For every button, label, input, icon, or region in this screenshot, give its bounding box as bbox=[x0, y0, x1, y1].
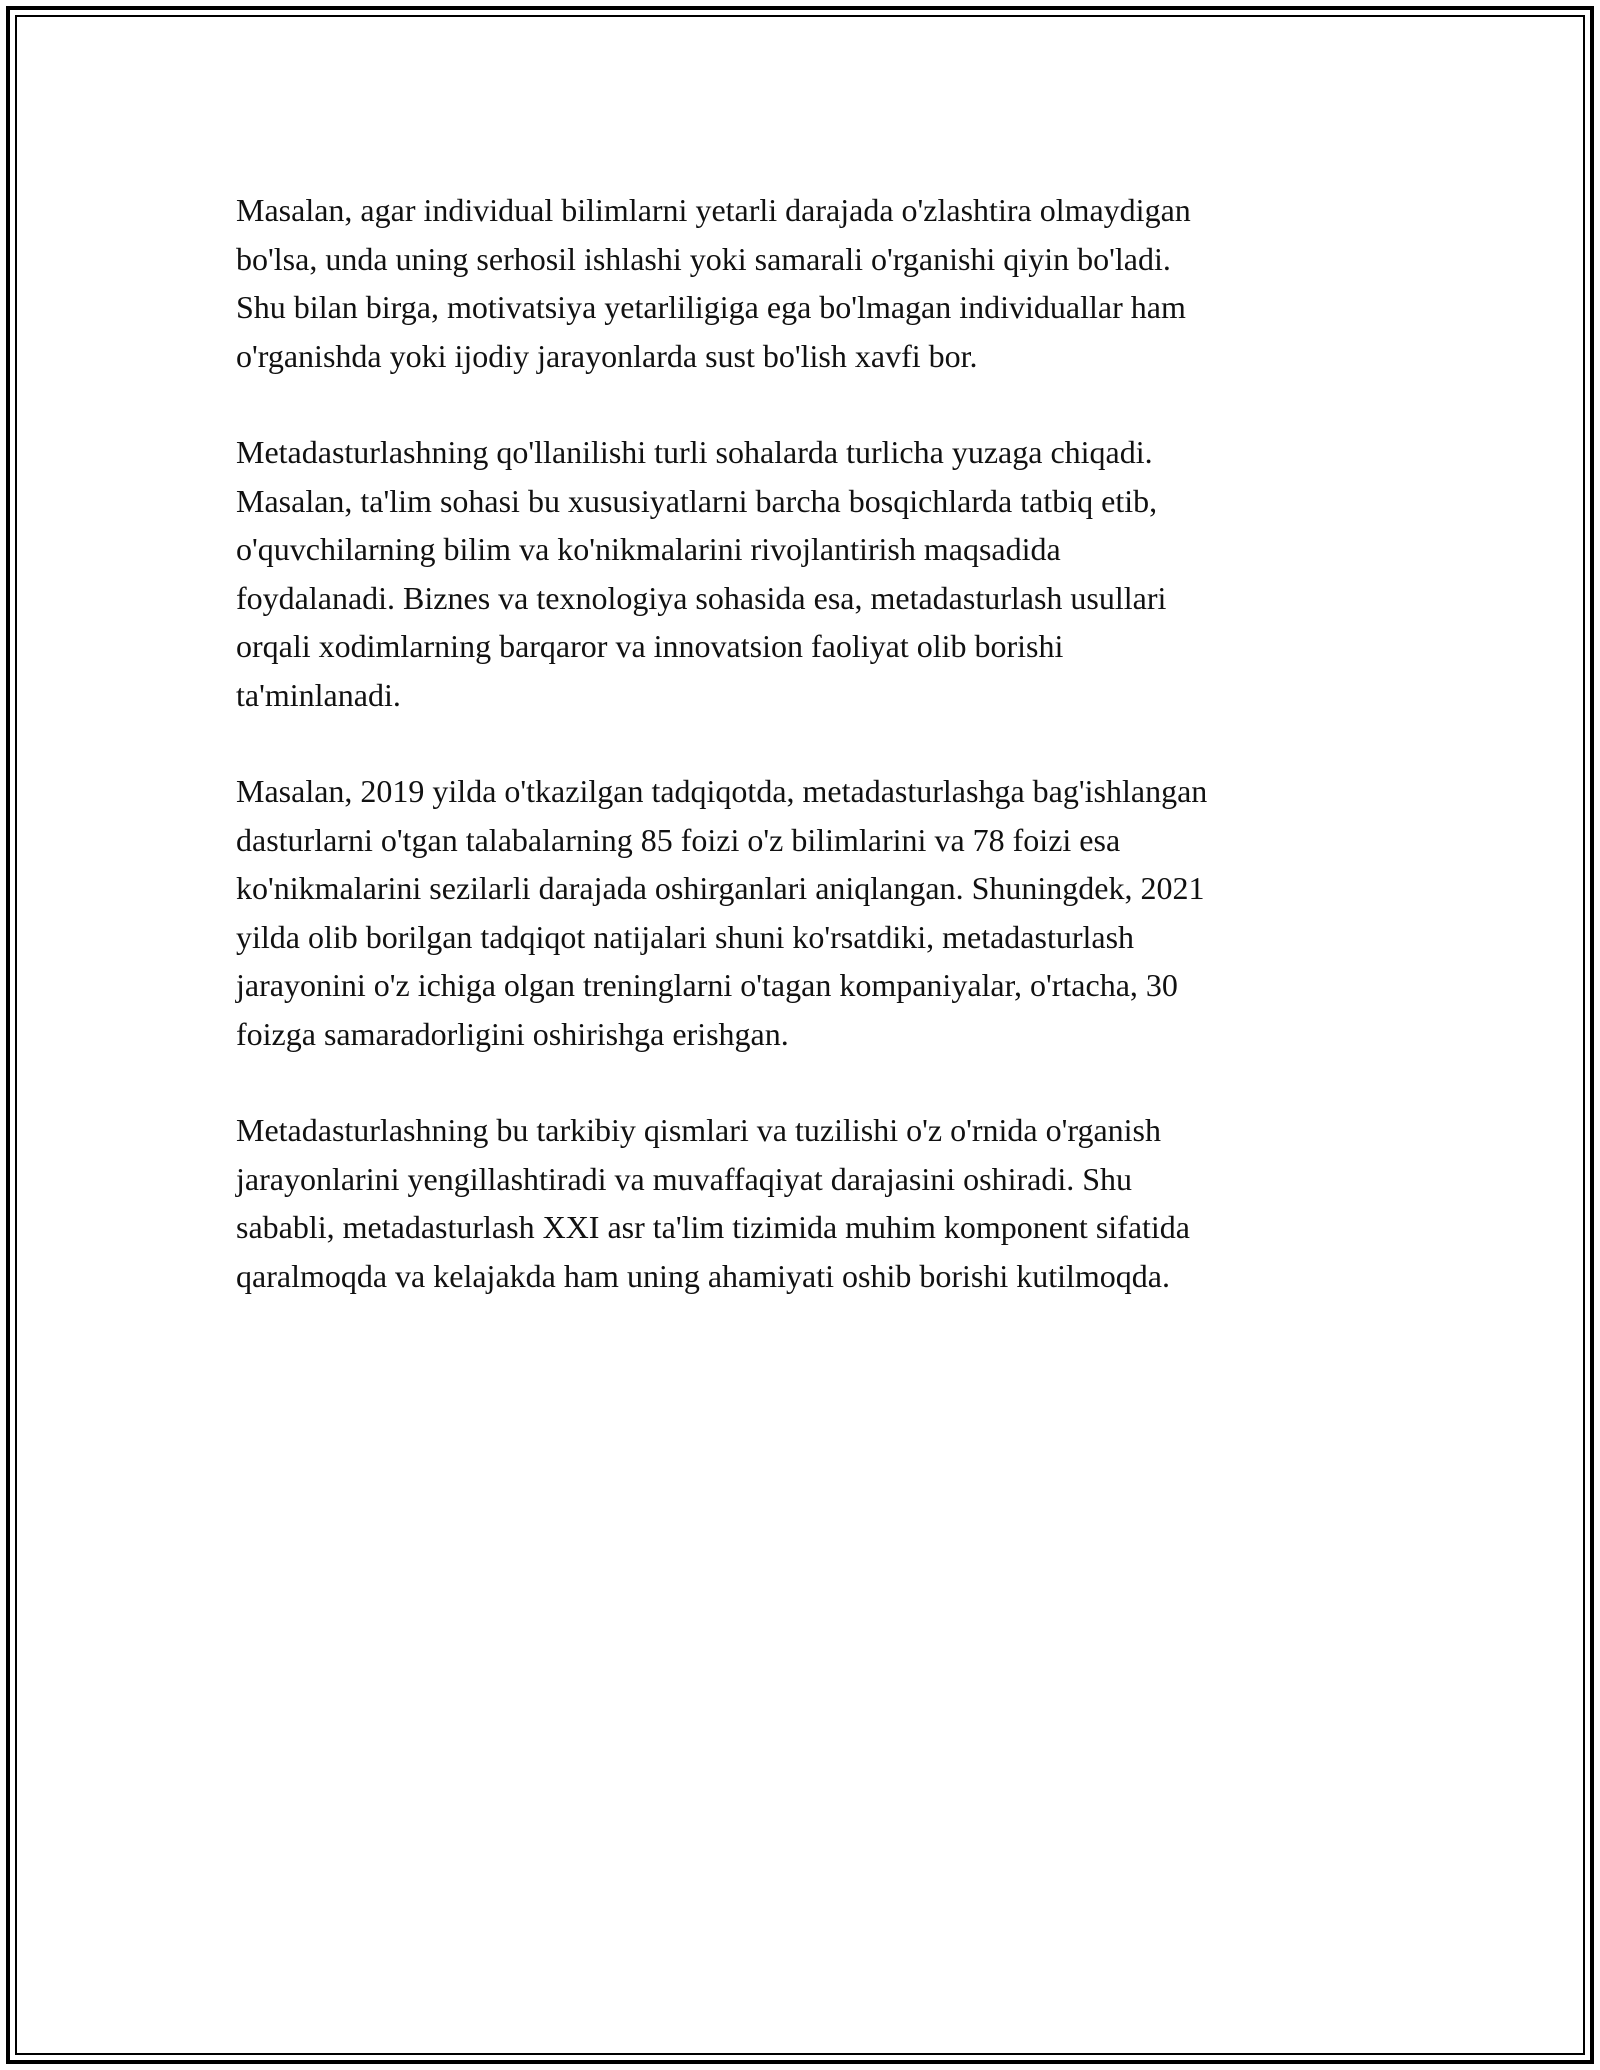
text-line: qaralmoqda va kelajakda ham uning ahamiyati oshib borishi kutilmoqda. bbox=[236, 1257, 1170, 1294]
document-body bbox=[236, 186, 1396, 1348]
text-line: orqali xodimlarning barqaror va innovatsion faoliyat olib borishi bbox=[236, 628, 1064, 664]
text-line: ta'minlanadi. bbox=[236, 676, 401, 713]
text-line: Masalan, ta'lim sohasi bu xususiyatlarni barcha bosqichlarda tatbiq etib, bbox=[236, 482, 1158, 519]
text-line: ko'nikmalarini sezilarli darajada oshirganlari aniqlangan. Shuningdek, 2021 bbox=[236, 870, 1205, 906]
paragraph-4 bbox=[236, 1106, 1396, 1300]
text-line: bo'lsa, unda uning serhosil ishlashi yoki samarali o'rganishi qiyin bo'ladi. bbox=[236, 240, 1171, 277]
text-line: sababli, metadasturlash XXI asr ta'lim tizimida muhim komponent sifatida bbox=[236, 1209, 1190, 1245]
text-line: foizga samaradorligini oshirishga erishgan. bbox=[236, 1015, 789, 1052]
text-line: o'quvchilarning bilim va ko'nikmalarini rivojlantirish maqsadida bbox=[236, 531, 1061, 567]
text-line: jarayonlarini yengillashtiradi va muvaffaqiyat darajasini oshiradi. Shu bbox=[236, 1160, 1133, 1197]
text-line: Shu bilan birga, motivatsiya yetarliligiga ega bo'lmagan individuallar ham bbox=[236, 289, 1186, 325]
text-line: Metadasturlashning bu tarkibiy qismlari va tuzilishi o'z o'rnida o'rganish bbox=[236, 1112, 1161, 1148]
text-line: Metadasturlashning qo'llanilishi turli sohalarda turlicha yuzaga chiqadi. bbox=[236, 434, 1153, 470]
text-line: dasturlarni o'tgan talabalarning 85 foizi o'z bilimlarini va 78 foizi esa bbox=[236, 821, 1121, 858]
text-line: Masalan, 2019 yilda o'tkazilgan tadqiqotda, metadasturlashga bag'ishlangan bbox=[236, 773, 1208, 809]
text-line: yilda olib borilgan tadqiqot natijalari shuni ko'rsatdiki, metadasturlash bbox=[236, 918, 1135, 955]
paragraph-1 bbox=[236, 186, 1396, 380]
text-line: Masalan, agar individual bilimlarni yetarli darajada o'zlashtira olmaydigan bbox=[236, 192, 1191, 228]
text-line: o'rganishda yoki ijodiy jarayonlarda sust bo'lish xavfi bor. bbox=[236, 337, 978, 374]
text-line: jarayonini o'z ichiga olgan treninglarni o'tagan kompaniyalar, o'rtacha, 30 bbox=[236, 967, 1178, 1003]
paragraph-2 bbox=[236, 428, 1396, 719]
paragraph-3 bbox=[236, 767, 1396, 1058]
text-line: foydalanadi. Biznes va texnologiya sohasida esa, metadasturlash usullari bbox=[236, 579, 1167, 616]
